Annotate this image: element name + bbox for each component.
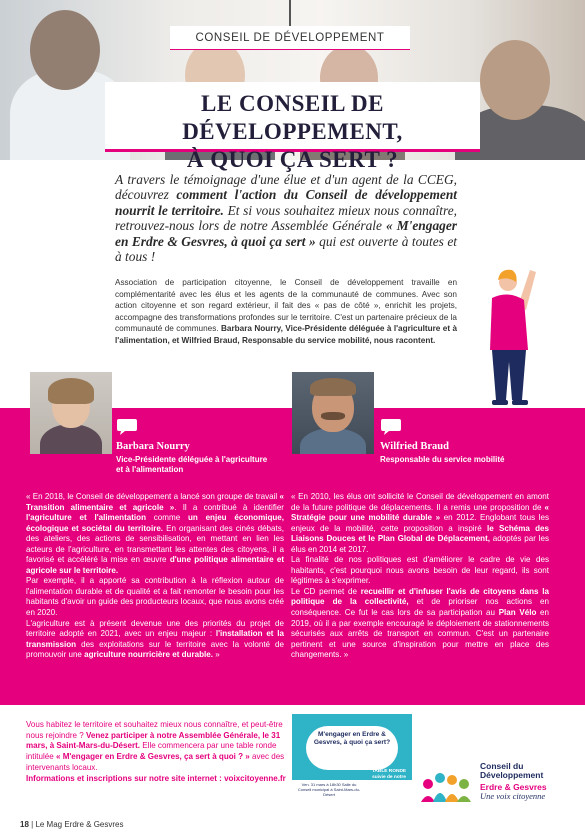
person-role: Vice-Présidente déléguée à l'agriculture et à l'alimentation [116, 455, 268, 475]
people-logo-icon [418, 762, 476, 802]
lead-paragraph: Association de participation citoyenne, le Conseil de développement travaille en complémentarité avec les élus et les agents de la communauté de communes. Avec son action citoyenne et son regard extérieur, il fait des « pas de côté », enrichit les projets, accompagne des transformations profondes sur le territoire. C'est un partenaire précieux de la communauté de communes. Barbara Nourry, Vice-Présidente déléguée à l'agriculture et à l'alimentation, et Wilfried Braud, Responsable du service mobilité, nous racontent. [115, 278, 458, 345]
flyer-date: Ven. 31 mars à 18h30 Salle du Conseil municipal à Saint-Mars-du-Désert [297, 782, 361, 797]
section-marker [289, 0, 291, 26]
page-number: 18 [20, 820, 29, 829]
quote-barbara-nourry: « En 2018, le Conseil de développement a lancé son groupe de travail « Transition alimentaire et agricole ». Il a contribué à identifier l'agriculture et l'alimentation comme un enjeu économique, écologique et sociétal du territoire. En organisant des cinés débats, des ateliers, des actions de sensibilisation, en mettant en lien les acteurs de l'agriculture, en transmettant les attentes des citoyens, il a favorisé et accéléré la mise en œuvre d'une politique alimentaire et agricole sur le territoire. Par exemple, il a apporté sa contribution à la réflexion autour de l'alimentation durable et de qualité et a fait remonter le besoin pour les habitants d'avoir un guide des producteurs locaux, que nous avons créé en 2020. L'agriculture est à présent devenue une des priorités du projet de territoire adopté en 2021, avec un enjeu majeur : l'installation et la transmission des exploitations sur le territoire avec la volonté de promouvoir une agriculture nourricière et durable. » [26, 492, 284, 660]
page-title [105, 90, 480, 174]
quote-wilfried-braud: « En 2010, les élus ont sollicité le Conseil de développement en amont de la future politique de déplacements. Il a remis une proposition de « Stratégie pour une mobilité durable » en 2012. Englobant tous les enjeux de la mobilité, cette proposition a inspiré le Schéma des Liaisons Douces et le Plan Global de Déplacement, adoptés par les élus en 2014 et 2017. La finalité de nos politiques est d'améliorer le cadre de vie des habitants, c'est pourquoi nous avons besoin de leur regard, ils sont légitimes à s'exprimer. Le CD permet de recueillir et d'infuser l'avis de citoyens dans la politique de la collectivité, et de prioriser nos actions en conséquence. Ce fut le cas lors de sa participation au Plan Vélo en 2019, où il a par exemple encouragé le déploiement de stationnements sécurisés aux arrêts de transport en commun. C'est un partenaire pertinent et une source d'inspiration pour mettre en place des changements. » [291, 492, 549, 660]
person-name: Barbara Nourry [116, 441, 190, 452]
assembly-invitation: Vous habitez le territoire et souhaitez mieux nous connaître, et peut-être nous rejoindre ? Venez participer à notre Assemblée Générale, le 31 mars, à Saint-Mars-du-Désert. Elle commencera par une table ronde intitulée « M'engager en Erdre & Gesvres, ça sert à quoi ? » avec des intervenants locaux. Informations et inscriptions sur notre site internet : voixcitoyenne.fr [26, 720, 286, 783]
person-name: Wilfried Braud [380, 441, 449, 452]
flyer-title: M'engager en Erdre & Gesvres, à quoi ça sert? [313, 731, 391, 746]
intro-paragraph: A travers le témoignage d'une élue et d'un agent de la CCEG, découvrez comment l'action du Conseil de développement nourrit le territoire. Et si vous souhaitez mieux nous connaître, retrouvez-nous lors de notre Assemblée Générale « M'engager en Erdre & Gesvres, à quoi ça sert » qui est ouverte à toutes et à tous ! [115, 172, 457, 265]
magazine-name: Le Mag Erdre & Gesvres [35, 820, 124, 829]
speech-bubble-icon [116, 418, 138, 436]
logo-tagline: Une voix citoyenne [480, 791, 546, 801]
logo-text: Conseil du Développement [480, 761, 544, 780]
title-line-2: À QUOI ÇA SERT ? [186, 147, 399, 172]
section-label: CONSEIL DE DÉVELOPPEMENT [170, 26, 410, 50]
person-role: Responsable du service mobilité [380, 455, 505, 464]
portrait-barbara-nourry [30, 372, 112, 454]
citizen-illustration [462, 250, 572, 410]
title-line-1: LE CONSEIL DE DÉVELOPPEMENT, [182, 91, 403, 144]
portrait-wilfried-braud [292, 372, 374, 454]
speech-bubble-icon [380, 418, 402, 436]
title-box [105, 82, 480, 172]
conseil-logo [418, 760, 578, 804]
event-flyer [292, 714, 412, 800]
logo-subtitle: Erdre & Gesvres [480, 782, 547, 792]
page-footer: 18 | Le Mag Erdre & Gesvres [20, 820, 124, 829]
flyer-tag: TABLE RONDE suivie de notre [371, 769, 407, 780]
